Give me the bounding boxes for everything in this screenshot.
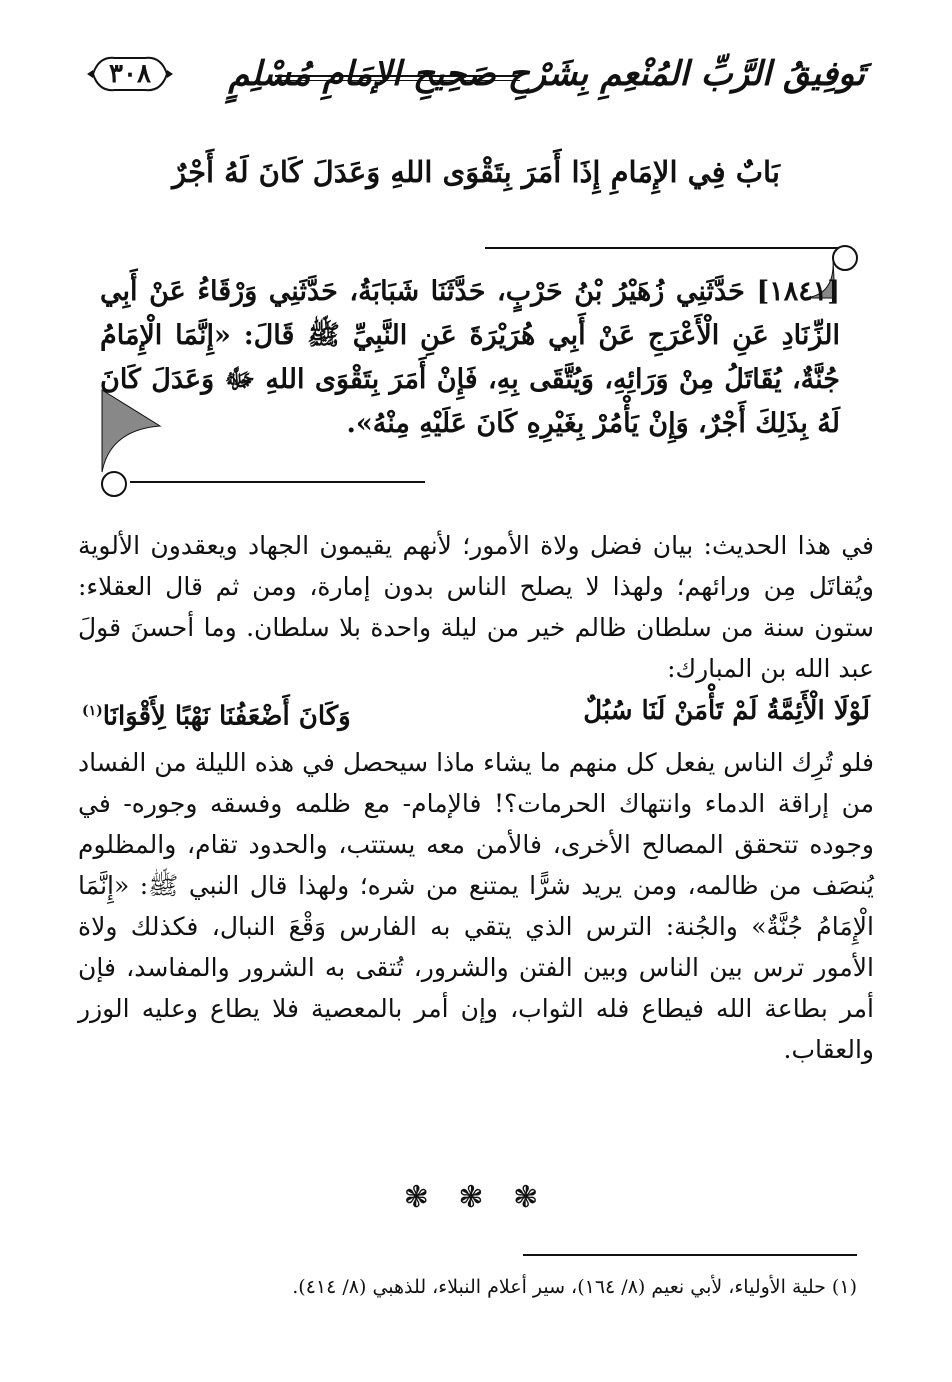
poem-verse bbox=[78, 691, 874, 738]
page-number-ornament bbox=[85, 52, 175, 96]
page-number: ٣٠٨ bbox=[109, 59, 151, 89]
commentary bbox=[78, 525, 874, 1070]
hadith-text bbox=[100, 270, 840, 446]
commentary-paragraph-2: فلو تُرِك الناس يفعل كل منهم ما يشاء ماذا سيحصل في هذه الليلة من الفساد من إراقة الدماء وانتهاك الحرمات؟! فالإمام- مع ظلمه وفسقه وجوره- في وجوده تتحقق المصالح الأخرى، فالأمن معه يستتب، والحدود تقام، والمظلوم يُنصَف من ظالمه، ومن يريد شرًّا يمتنع من شره؛ ولهذا قال النبي ﷺ: «إِنَّمَا الْإِمَامُ جُنَّةٌ» والجُنة: الترس الذي يتقي به الفارس وَقْعَ النبال، فكذلك ولاة الأمور ترس بين الناس وبين الفتن والشرور، تُتقى به الشرور والمفاسد، فإن أمر بطاعة الله فيطاع فله الثواب، وإن أمر بالمعصية فلا يطاع وعليه الوزر والعقاب. bbox=[78, 747, 874, 1064]
footnote-rule bbox=[523, 1254, 857, 1256]
chapter-title: بَابٌ فِي الإِمَامِ إِذَا أَمَرَ بِتَقْوَى اللهِ وَعَدَلَ كَانَ لَهُ أَجْرٌ bbox=[172, 155, 780, 189]
poem-second-half: وَكَانَ أَضْعَفُنَا نَهْبًا لِأَقْوَانَا bbox=[102, 701, 351, 732]
commentary-paragraph-1: في هذا الحديث: بيان فضل ولاة الأمور؛ لأنهم يقيمون الجهاد ويعقدون الألوية ويُقاتَل مِن ورائهم؛ ولهذا لا يصلح الناس بدون إمارة، ومن ثم قال العقلاء: ستون سنة من سلطان ظالم خير من ليلة واحدة بلا سلطان. وما أحسنَ قولَ عبد الله بن المبارك: bbox=[78, 531, 874, 683]
poem-second-half-wrap bbox=[82, 691, 351, 738]
hadith-body: حَدَّثَنِي زُهَيْرُ بْنُ حَرْبٍ، حَدَّثَنَا شَبَابَةُ، حَدَّثَنِي وَرْقَاءُ عَنْ أَبِي الزِّنَادِ عَنِ الْأَعْرَجِ عَنْ أَبِي هُرَيْرَةَ عَنِ النَّبِيِّ ﷺ قَالَ: «إِنَّمَا الْإِمَامُ جُنَّةٌ، يُقَاتَلُ مِنْ وَرَائِهِ، وَيُتَّقَى بِهِ، فَإِنْ أَمَرَ بِتَقْوَى اللهِ ﷻ وَعَدَلَ كَانَ لَهُ بِذَلِكَ أَجْرٌ، وَإِنْ يَأْمُرْ بِغَيْرِهِ كَانَ عَلَيْهِ مِنْهُ». bbox=[100, 276, 840, 439]
page-header bbox=[85, 48, 865, 108]
footnote: (١) حلية الأولياء، لأبي نعيم (٨/ ١٦٤)، سير أعلام النبلاء، للذهبي (٨/ ٤١٤). bbox=[292, 1276, 857, 1298]
book-title: تَوفِيقُ الرَّبِّ المُنْعِمِ بِشَرْحِ صَحِيحِ الإمَامِ مُسْلِمٍ bbox=[228, 54, 865, 94]
hadith-number: [١٨٤١] bbox=[756, 276, 841, 307]
section-separator: ❃ ❃ ❃ bbox=[403, 1180, 549, 1215]
poem-first-half: لَوْلَا الْأَئِمَّةُ لَمْ تَأْمَنْ لَنَا سُبُلٌ bbox=[583, 696, 870, 726]
footnote-marker: (١) bbox=[82, 703, 103, 719]
